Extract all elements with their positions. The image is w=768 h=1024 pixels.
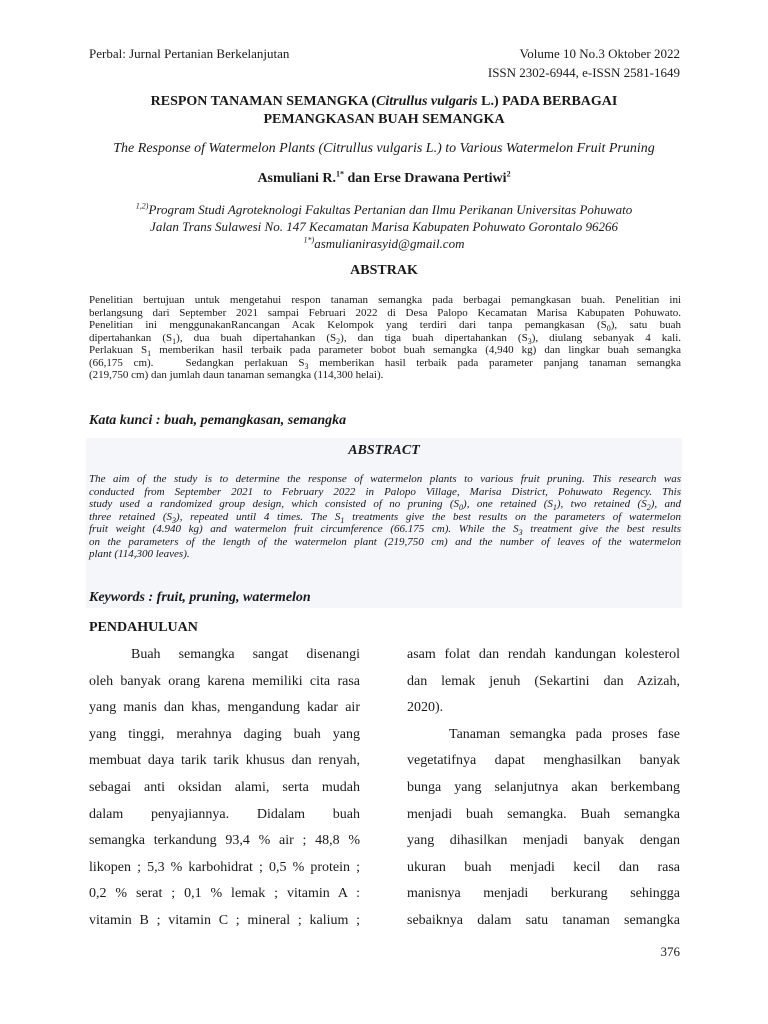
pendahuluan-heading: PENDAHULUAN [89, 620, 198, 635]
right-column: asam folat dan rendah kandungan kolesterol dan lemak jenuh (Sekartini dan Azizah, 2020). Tanaman semangka pada proses fase vegetatifnya dapat menghasilkan banyak bunga yang selanjutnya akan berkembang menjadi buah semangka. Buah semangka yang dihasilkan menjadi banyak dengan ukuran buah menjadi kecil dan rasa manisnya menjadi berkurang sehingga sebaiknya dalam satu tanaman semangka [407, 647, 680, 928]
author-email[interactable]: asmulianirasyid@gmail.com [314, 236, 465, 251]
volume-info: Volume 10 No.3 Oktober 2022 [519, 46, 680, 61]
abstract-heading: ABSTRACT [348, 443, 420, 458]
authors: Asmuliani R.$^{1*}$ dan Erse Drawana Pertiwi$^2$ [257, 169, 511, 186]
keywords: Keywords : fruit, pruning, watermelon [89, 590, 311, 605]
title-line-2: PEMANGKASAN BUAH SEMANGKA [263, 112, 505, 127]
paper-title [60, 93, 708, 129]
kata-kunci: Kata kunci : buah, pemangkasan, semangka [89, 413, 347, 428]
issn-info: ISSN 2302-6944, e-ISSN 2581-1649 [487, 65, 680, 80]
abstrak-body: Penelitian bertujuan untuk mengetahui respon tanaman semangka pada berbagai pemangkasan buah. Penelitian ini berlangsung dari September 2021 sampai Februari 2022 di Desa Palopo Kecamatan Marisa Kabupaten Pohuwato. Penelitian ini menggunakanRancangan Acak Kelompok yang terdiri dari tanpa pemangkasan $(S_0)$, satu buah dipertahankan $(S_1)$, dua buah dipertahankan $(S_2)$, dan tiga buah dipertahankan $(S_3)$, diulang sebanyak 4 kali. Perlakuan $S_1$ memberikan hasil terbaik pada parameter bobot buah semangka (4,940 kg) dan lingkar buah semangka (66,175 cm). Sedangkan perlakuan $S_3$ memberikan hasil terbaik pada parameter panjang tanaman semangka (219,750 cm) dan jumlah daun tanaman semangka (114,300 helai). [89, 294, 682, 381]
english-title: The Response of Watermelon Plants (Citrullus vulgaris L.) to Various Watermelon Fruit Pruning [113, 141, 655, 156]
title-line-1: RESPON TANAMAN SEMANGKA (Citrullus vulgaris L.) PADA BERBAGAI [150, 94, 618, 109]
species-name: Citrullus vulgaris [376, 94, 478, 109]
left-column: Buah semangka sangat disenangi oleh banyak orang karena memiliki cita rasa yang manis dan khas, mengandung kadar air yang tinggi, merahnya daging buah yang membuat daya tarik tarik khusus dan renyah, sebagai anti oksidan alami, serta mudah dalam penyajiannya. Didalam buah semangka terkandung 93,4 % air ; 48,8 % likopen ; 5,3 % karbohidrat ; 0,5 % protein ; 0,2 % serat ; 0,1 % lemak ; vitamin A : vitamin B ; vitamin C ; mineral ; kalium ; [89, 647, 360, 928]
affiliation: $^{1,2)}$Program Studi Agroteknologi Fakultas Pertanian dan Ilmu Perikanan Universitas Pohuwato Jalan Trans Sulawesi No. 147 Kecamatan Marisa Kabupaten Pohuwato Gorontalo 96266 $^{1*)}$asmulianirasyid@gmail.com [135, 201, 633, 251]
page-number: 376 [660, 944, 680, 959]
abstrak-heading: ABSTRAK [350, 263, 418, 278]
journal-name: Perbal: Jurnal Pertanian Berkelanjutan [89, 46, 290, 61]
abstract-body: The aim of the study is to determine the response of watermelon plants to various fruit pruning. This research was conducted from September 2021 to February 2022 in Palopo Village, Marisa District, Pohuwato Regency. This study used a randomized group design, which consisted of no pruning $(S_0)$, one retained $(S_1)$, two retained $(S_2)$, and three retained $(S_3)$, repeated until 4 times. The $S_1$ treatments give the best results on the parameters of watermelon fruit weight (4.940 kg) and watermelon fruit circumference (66.175 cm). While the $S_3$ treatment give the best results on the parameters of the length of the watermelon plant (219,750 cm) and the number of leaves of the watermelon plant (114,300 leaves). [89, 473, 681, 560]
